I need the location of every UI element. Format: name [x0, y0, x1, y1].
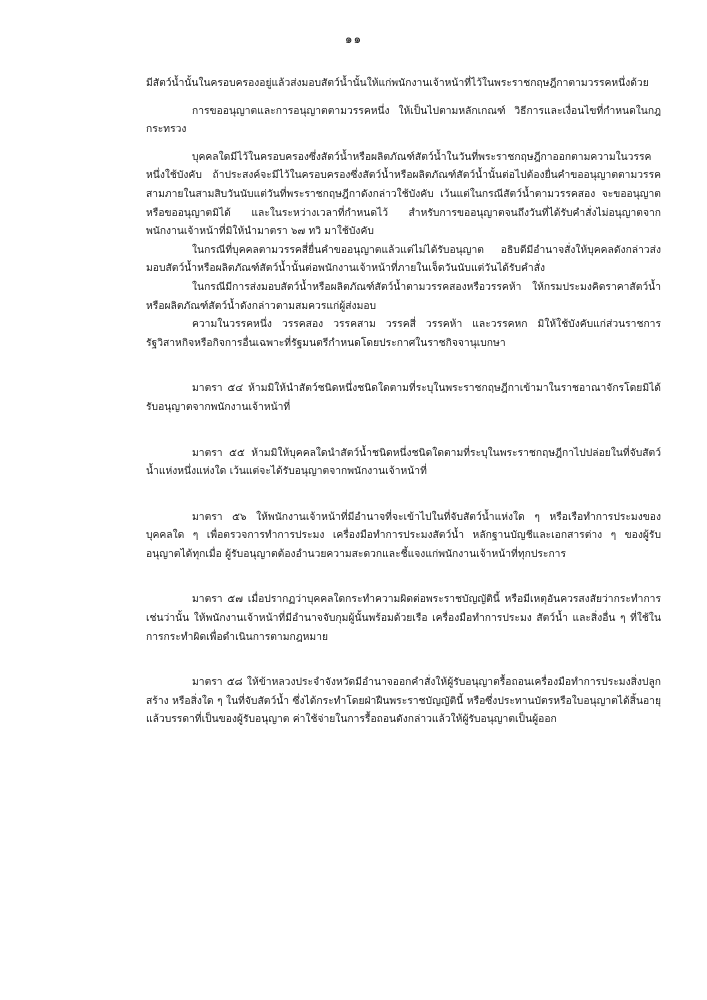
paragraph-not-permitted: ในกรณีที่บุคคลตามวรรคสี่ยื่นคำขออนุญาตแล้วแต่ไม่ได้รับอนุญาต อธิบดีมีอำนาจสั่งให้บุคคลดังกล่าวส่งมอบสัตว์น้ำหรือผลิตภัณฑ์สัตว์น้ำนั้นต่อพนักงานเจ้าหน้าที่ภายในเจ็ดวันนับแต่วันได้รับคำสั่ง — [146, 243, 661, 275]
paragraph-continuation: มีสัตว์น้ำนั้นในครอบครองอยู่แล้วส่งมอบสัตว์น้ำนั้นให้แก่พนักงานเจ้าหน้าที่ไว้ในพระราชกฤษฎีกาตามวรรคหนึ่งด้วย — [146, 77, 649, 89]
section-56: มาตรา ๕๖ ให้พนักงานเจ้าหน้าที่มีอำนาจที่จะเข้าไปในที่จับสัตว์น้ำแห่งใด ๆ หรือเรือทำการประมงของบุคคลใด ๆ เพื่อตรวจการทำการประมง เครื่องมือทำการประมงสัตว์น้ำ หลักฐานบัญชีและเอกสารต่าง ๆ ของผู้รับอนุญาตได้ทุกเมื่อ ผู้รับอนุญาตต้องอำนวยความสะดวกและชี้แจงแก่พนักงานเจ้าหน้าที่ทุกประการ — [146, 510, 661, 560]
paragraph-exemption: ความในวรรคหนึ่ง วรรคสอง วรรคสาม วรรคสี่ วรรคห้า และวรรคหก มิให้ใช้บังคับแก่ส่วนราชการรัฐวิสาหกิจหรือกิจการอื่นเฉพาะที่รัฐมนตรีกำหนดโดยประกาศในราชกิจจานุเบกษา — [146, 318, 661, 349]
paragraph-license-procedure: การขออนุญาตและการอนุญาตตามวรรคหนึ่ง ให้เป็นไปตามหลักเกณฑ์ วิธีการและเงื่อนไขที่กำหนดในกฎกระทรวง — [146, 104, 661, 136]
page-number: ๑๑ — [344, 32, 363, 46]
paragraph-possession: บุคคลใดมีไว้ในครอบครองซึ่งสัตว์น้ำหรือผลิตภัณฑ์สัตว์น้ำในวันที่พระราชกฤษฎีกาออกตามความในวรรคหนึ่งใช้บังคับ ถ้าประสงค์จะมีไว้ในครอบครองซึ่งสัตว์น้ำหรือผลิตภัณฑ์สัตว์น้ำนั้นต่อไปต้องยื่นคำขออนุญาตตามวรรคสามภายในสามสิบวันนับแต่วันที่พระราชกฤษฎีกาดังกล่าวใช้บังคับ เว้นแต่ในกรณีสัตว์น้ำตามวรรคสอง จะขออนุญาตหรือขออนุญาตมิได้ และในระหว่างเวลาที่กำหนดไว้ สำหรับการขออนุญาตจนถึงวันที่ได้รับคำสั่งไม่อนุญาตจากพนักงานเจ้าหน้าที่มิให้นำมาตรา ๖๗ ทวิ มาใช้บังคับ — [146, 150, 661, 238]
section-58: มาตรา ๕๘ ให้ข้าหลวงประจำจังหวัดมีอำนาจออกคำสั่งให้ผู้รับอนุญาตรื้อถอนเครื่องมือทำการประมงสิ่งปลูกสร้าง หรือสิ่งใด ๆ ในที่จับสัตว์น้ำ ซึ่งได้กระทำโดยฝ่าฝืนพระราชบัญญัตินี้ หรือซึ่งประทานบัตรหรือใบอนุญาตได้สิ้นอายุแล้วบรรดาที่เป็นของผู้รับอนุญาต ค่าใช้จ่ายในการรื้อถอนดังกล่าวแล้วให้ผู้รับอนุญาตเป็นผู้ออก — [146, 676, 661, 726]
section-54: มาตรา ๕๔ ห้ามมิให้นำสัตว์ชนิดหนึ่งชนิดใดตามที่ระบุในพระราชกฤษฎีกาเข้ามาในราชอาณาจักรโดยมิได้รับอนุญาตจากพนักงานเจ้าหน้าที่ — [146, 382, 661, 413]
paragraph-compensation: ในกรณีมีการส่งมอบสัตว์น้ำหรือผลิตภัณฑ์สัตว์น้ำตามวรรคสองหรือวรรคห้า ให้กรมประมงคิดราคาสัตว์น้ำหรือผลิตภัณฑ์สัตว์น้ำดังกล่าวตามสมควรแก่ผู้ส่งมอบ — [146, 280, 661, 312]
section-57: มาตรา ๕๗ เมื่อปรากฏว่าบุคคลใดกระทำความผิดต่อพระราชบัญญัตินี้ หรือมีเหตุอันควรสงสัยว่ากระทำการเช่นว่านั้น ให้พนักงานเจ้าหน้าที่มีอำนาจจับกุมผู้นั้นพร้อมด้วยเรือ เครื่องมือทำการประมง สัตว์น้ำ และสิ่งอื่น ๆ ที่ใช้ในการกระทำผิดเพื่อดำเนินการตามกฎหมาย — [146, 593, 661, 643]
section-55: มาตรา ๕๕ ห้ามมิให้บุคคลใดนำสัตว์น้ำชนิดหนึ่งชนิดใดตามที่ระบุในพระราชกฤษฎีกาไปปล่อยในที่จับสัตว์น้ำแห่งหนึ่งแห่งใด เว้นแต่จะได้รับอนุญาตจากพนักงานเจ้าหน้าที่ — [146, 446, 661, 478]
document-body — [146, 74, 661, 729]
